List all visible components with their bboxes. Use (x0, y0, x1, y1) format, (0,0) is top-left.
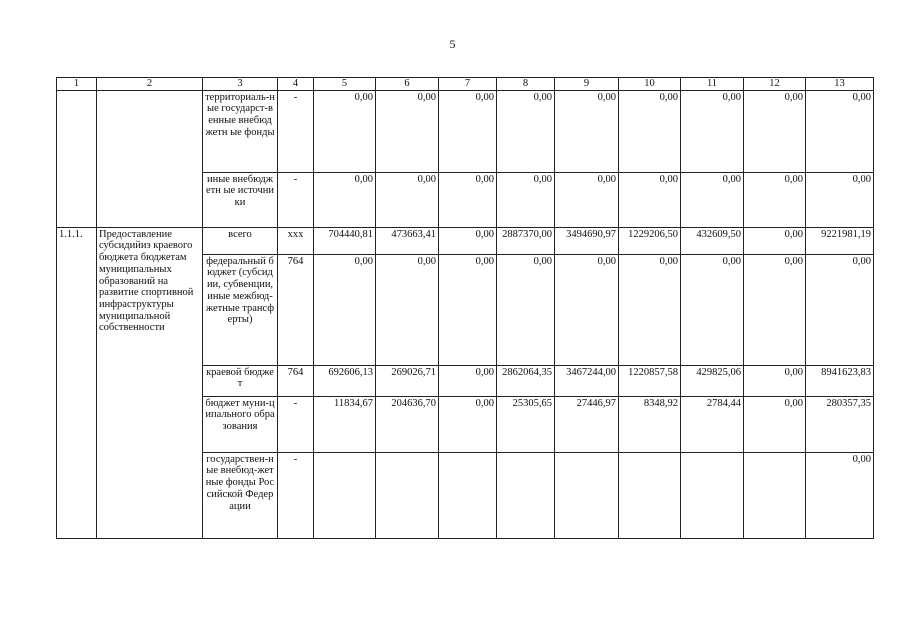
item-number: 1.1.1. (57, 227, 97, 538)
empty-cell (57, 90, 97, 227)
source-label: государствен-ные внебюд-жетные фонды Российской Федерации (203, 452, 278, 538)
code-cell: - (278, 452, 314, 538)
column-header: 3 (203, 78, 278, 91)
empty-cell (97, 90, 203, 227)
table-row (57, 90, 874, 172)
value-cell: 0,00 (806, 254, 874, 365)
column-header: 11 (681, 78, 744, 91)
value-cell (314, 452, 376, 538)
code-cell: - (278, 172, 314, 227)
page-number: 5 (449, 37, 456, 51)
value-cell: 2862064,35 (497, 365, 555, 396)
code-cell: ххх (278, 227, 314, 254)
value-cell: 0,00 (681, 172, 744, 227)
table-row (57, 227, 874, 254)
value-cell: 0,00 (744, 396, 806, 452)
column-header: 10 (619, 78, 681, 91)
value-cell: 0,00 (555, 254, 619, 365)
value-cell: 8348,92 (619, 396, 681, 452)
source-label: бюджет муни-ципального образования (203, 396, 278, 452)
column-header: 6 (376, 78, 439, 91)
source-label: федеральный бюджет (субсидии, субвенции, иные межбюд-жетные трансферты) (203, 254, 278, 365)
value-cell: 0,00 (439, 90, 497, 172)
value-cell (376, 452, 439, 538)
value-cell (439, 452, 497, 538)
item-name: Предоставление субсидийиз краевого бюджета бюджетам муниципальных образований на развитие спортивной инфраструктуры муниципальной собственности (97, 227, 203, 538)
value-cell: 432609,50 (681, 227, 744, 254)
value-cell: 704440,81 (314, 227, 376, 254)
column-header: 2 (97, 78, 203, 91)
value-cell: 0,00 (314, 90, 376, 172)
value-cell: 0,00 (619, 90, 681, 172)
column-header: 4 (278, 78, 314, 91)
value-cell: 9221981,19 (806, 227, 874, 254)
value-cell: 280357,35 (806, 396, 874, 452)
header-row (57, 78, 874, 91)
value-cell: 3467244,00 (555, 365, 619, 396)
value-cell: 0,00 (744, 172, 806, 227)
value-cell (619, 452, 681, 538)
value-cell: 1229206,50 (619, 227, 681, 254)
value-cell: 0,00 (497, 90, 555, 172)
value-cell: 0,00 (555, 172, 619, 227)
column-header: 9 (555, 78, 619, 91)
value-cell: 1220857,58 (619, 365, 681, 396)
value-cell: 0,00 (744, 227, 806, 254)
source-label: иные внебюджетн ые источники (203, 172, 278, 227)
column-header: 13 (806, 78, 874, 91)
value-cell: 0,00 (439, 254, 497, 365)
value-cell: 0,00 (439, 365, 497, 396)
value-cell: 0,00 (314, 172, 376, 227)
value-cell: 0,00 (806, 172, 874, 227)
value-cell: 204636,70 (376, 396, 439, 452)
column-header: 5 (314, 78, 376, 91)
value-cell: 0,00 (619, 254, 681, 365)
column-header: 1 (57, 78, 97, 91)
source-label: территориаль-ные государст-венные внебюджетн ые фонды (203, 90, 278, 172)
code-cell: - (278, 90, 314, 172)
value-cell: 0,00 (806, 90, 874, 172)
value-cell: 3494690,97 (555, 227, 619, 254)
value-cell: 0,00 (555, 90, 619, 172)
value-cell: 0,00 (806, 452, 874, 538)
value-cell: 2784,44 (681, 396, 744, 452)
value-cell: 0,00 (376, 172, 439, 227)
column-header: 8 (497, 78, 555, 91)
value-cell: 8941623,83 (806, 365, 874, 396)
value-cell: 429825,06 (681, 365, 744, 396)
value-cell: 473663,41 (376, 227, 439, 254)
column-header: 7 (439, 78, 497, 91)
value-cell (497, 452, 555, 538)
source-label: краевой бюджет (203, 365, 278, 396)
value-cell: 0,00 (619, 172, 681, 227)
value-cell: 0,00 (497, 172, 555, 227)
value-cell: 25305,65 (497, 396, 555, 452)
value-cell: 0,00 (744, 254, 806, 365)
value-cell: 2887370,00 (497, 227, 555, 254)
code-cell: 764 (278, 254, 314, 365)
value-cell: 692606,13 (314, 365, 376, 396)
value-cell: 0,00 (681, 90, 744, 172)
budget-table (56, 77, 874, 539)
value-cell: 269026,71 (376, 365, 439, 396)
value-cell (681, 452, 744, 538)
code-cell: 764 (278, 365, 314, 396)
value-cell: 11834,67 (314, 396, 376, 452)
value-cell: 0,00 (439, 227, 497, 254)
value-cell: 27446,97 (555, 396, 619, 452)
code-cell: - (278, 396, 314, 452)
source-label: всего (203, 227, 278, 254)
value-cell (744, 452, 806, 538)
value-cell: 0,00 (497, 254, 555, 365)
value-cell: 0,00 (376, 254, 439, 365)
value-cell: 0,00 (314, 254, 376, 365)
value-cell: 0,00 (744, 90, 806, 172)
value-cell: 0,00 (439, 396, 497, 452)
value-cell: 0,00 (439, 172, 497, 227)
value-cell: 0,00 (376, 90, 439, 172)
column-header: 12 (744, 78, 806, 91)
value-cell: 0,00 (681, 254, 744, 365)
value-cell (555, 452, 619, 538)
value-cell: 0,00 (744, 365, 806, 396)
